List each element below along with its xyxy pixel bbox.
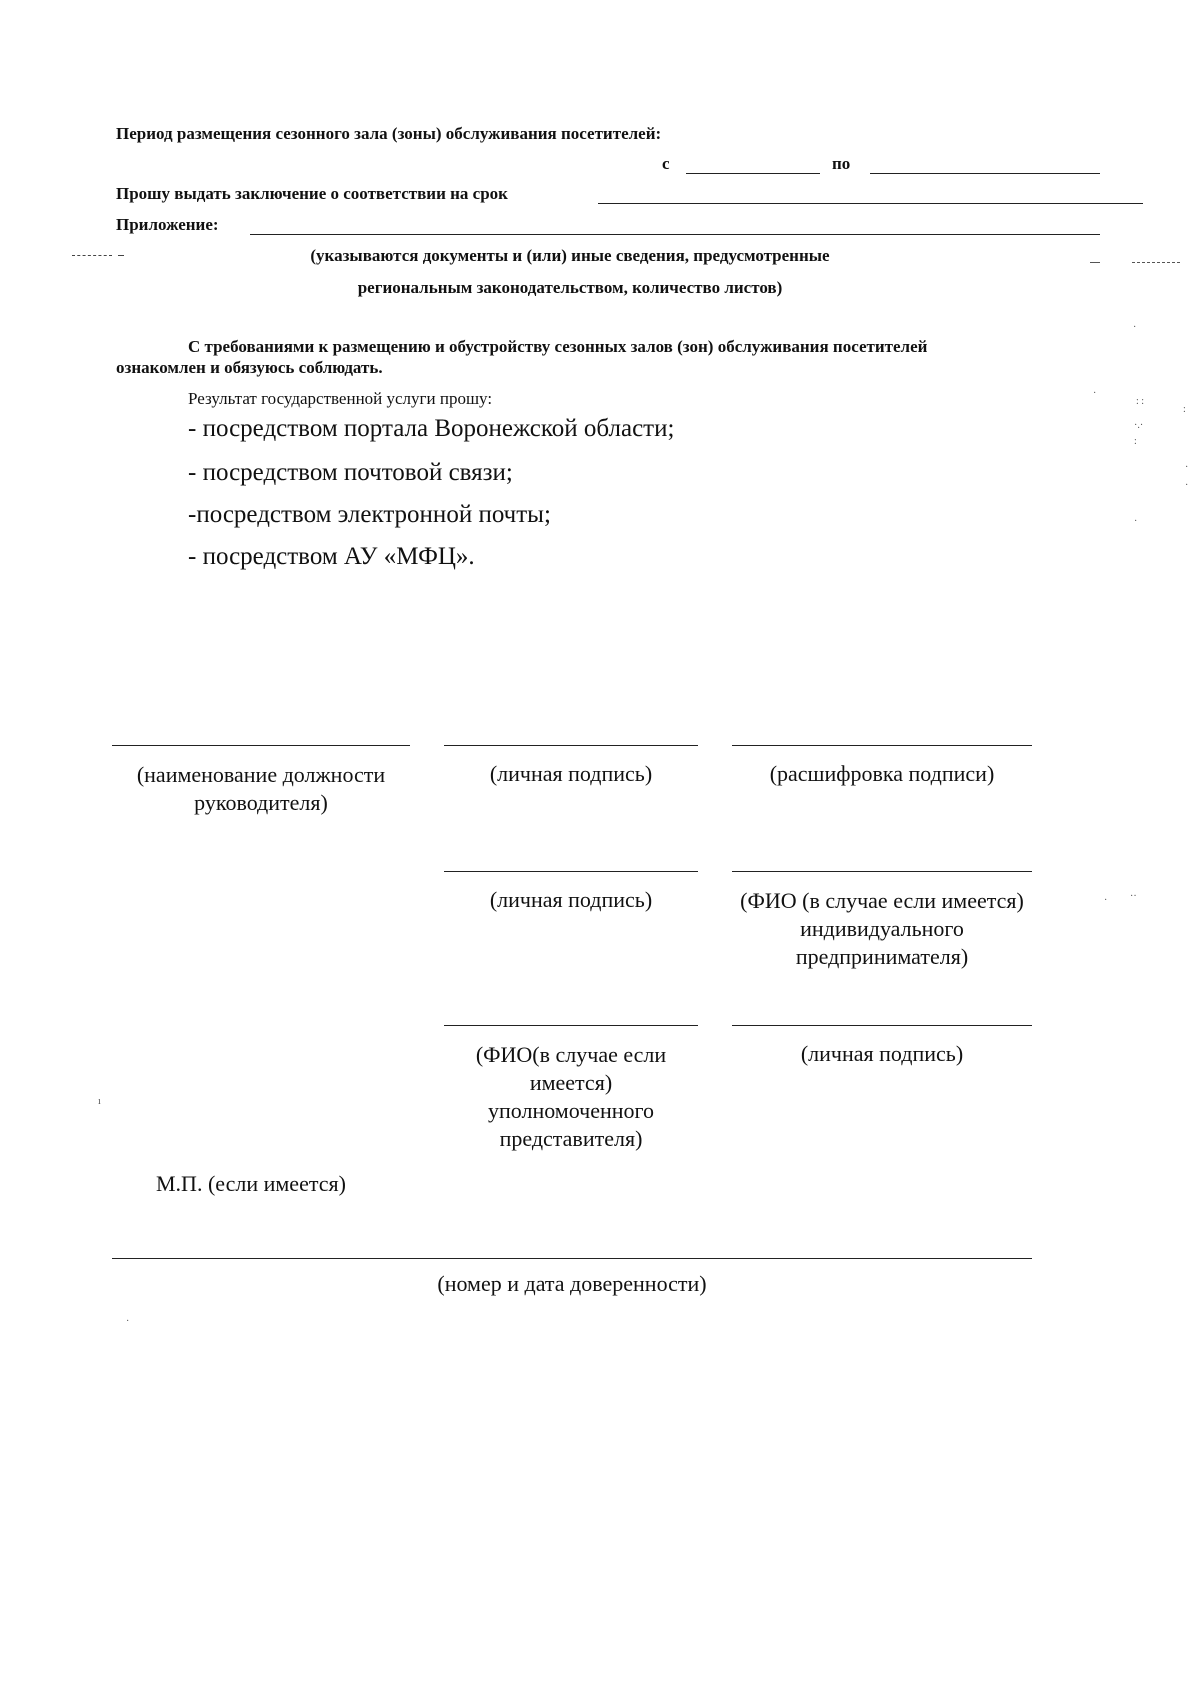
option-post: - посредством почтовой связи;: [188, 459, 513, 486]
from-label: с: [662, 154, 670, 173]
scan-speck: ·: [1093, 388, 1097, 399]
signature-line-2[interactable]: [444, 871, 698, 872]
scan-mark: [72, 255, 112, 256]
scan-mark: [1090, 262, 1100, 263]
result-intro: Результат государственной услуги прошу:: [188, 389, 493, 408]
period-label: Период размещения сезонного зала (зоны) обслуживания посетителей:: [116, 124, 662, 143]
signature-line-3[interactable]: [732, 1025, 1032, 1026]
representative-name-line[interactable]: [444, 1025, 698, 1026]
requirements-line1: С требованиями к размещению и обустройству сезонных залов (зон) обслуживания посетителей: [188, 337, 928, 356]
option-portal: - посредством портала Воронежской области;: [188, 415, 675, 442]
signature-decoding-caption: (расшифровка подписи): [769, 761, 995, 786]
scan-mark: [118, 255, 124, 256]
position-caption: (наименование должности руководителя): [136, 762, 386, 815]
scan-speck: :: [1183, 404, 1186, 415]
request-label: Прошу выдать заключение о соответствии на срок: [116, 184, 508, 203]
scan-speck: ·: [1134, 516, 1138, 527]
scan-speck: ·: [126, 1316, 130, 1327]
option-mfc: - посредством АУ «МФЦ».: [188, 543, 475, 570]
entrepreneur-name-caption: (ФИО (в случае если имеется) индивидуального предпринимателя): [740, 888, 1024, 969]
to-date-field[interactable]: [870, 173, 1100, 174]
entrepreneur-name-line[interactable]: [732, 871, 1032, 872]
proxy-caption: (номер и дата доверенности): [437, 1271, 707, 1296]
scan-speck: ·: [1104, 895, 1108, 906]
signature-caption-2: (личная подпись): [489, 887, 653, 912]
stamp-label: М.П. (если имеется): [156, 1171, 346, 1196]
scan-speck: ·: [1185, 480, 1189, 491]
scan-speck: : :: [1136, 396, 1145, 407]
scan-speck: :: [1134, 436, 1137, 447]
from-date-field[interactable]: [686, 173, 820, 174]
requirements-line2: ознакомлен и обязуюсь соблюдать.: [116, 358, 383, 377]
scan-speck: ·: [1133, 322, 1137, 333]
attachment-field[interactable]: [250, 234, 1100, 235]
position-line[interactable]: [112, 745, 410, 746]
scan-speck: ·.·: [1134, 420, 1144, 431]
scan-speck: ··: [1130, 891, 1137, 902]
representative-name-caption: (ФИО(в случае если имеется) уполномоченного представителя): [475, 1042, 667, 1151]
attachment-label: Приложение:: [116, 215, 219, 234]
to-label: по: [832, 154, 851, 173]
signature-caption-1: (личная подпись): [489, 761, 653, 786]
term-field[interactable]: [598, 203, 1143, 204]
option-email: -посредством электронной почты;: [188, 501, 551, 528]
signature-line-1[interactable]: [444, 745, 698, 746]
proxy-line[interactable]: [112, 1258, 1032, 1259]
signature-caption-3: (личная подпись): [800, 1041, 964, 1066]
attachment-note-line2: региональным законодательством, количество листов): [357, 278, 783, 297]
scan-speck: ·: [1185, 462, 1189, 473]
scan-mark: [1132, 262, 1180, 263]
signature-decoding-line[interactable]: [732, 745, 1032, 746]
scan-speck: ı: [98, 1096, 101, 1107]
attachment-note-line1: (указываются документы и (или) иные сведения, предусмотренные: [310, 246, 830, 265]
